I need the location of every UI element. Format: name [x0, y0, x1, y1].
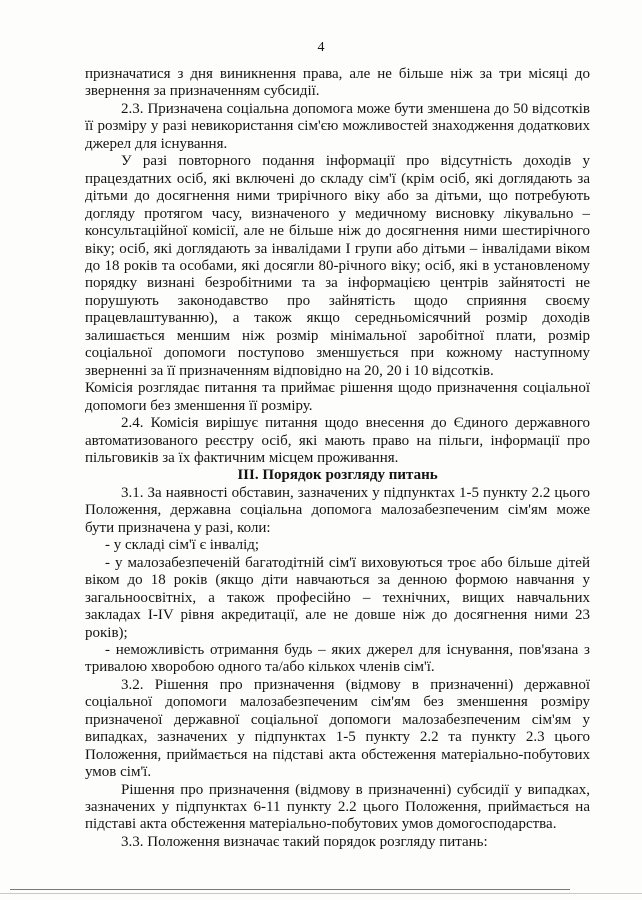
- paragraph-3-3: 3.3. Положення визначає такий порядок розгляду питань:: [121, 833, 488, 850]
- paragraph-2-4: 2.4. Комісія вирішує питання щодо внесення до Єдиного державного автоматизованого реєстру осіб, які мають право на пільги, інформації про пільговиків за їх фактичним місцем проживання.: [85, 415, 590, 466]
- paragraph-2-3: 2.3. Призначена соціальна допомога може бути зменшена до 50 відсотків її розміру у разі невикористання сім'єю можливостей знаходження додаткових джерел для існування.: [85, 100, 590, 152]
- section-heading-iii: ІІІ. Порядок розгляду питань: [237, 467, 438, 484]
- list-item-illness: - неможливість отримання будь – яких джерел для існування, пов'язана з тривалою хворобою одного та/або кількох членів сім'ї.: [85, 641, 590, 676]
- paragraph-subsidy-decision: Рішення про призначення (відмову в призначенні) субсидії у випадках, зазначених у підпунктах 6-11 пункту 2.2 цього Положення, приймається на підставі акта обстеження матеріально-побутових умов домогосподарства.: [85, 781, 590, 833]
- paragraph-continuation: призначатися з дня виникнення права, але не більше ніж за три місяці до звернення за призначенням субсидії.: [85, 66, 590, 100]
- bottom-edge-line-secondary: [0, 893, 642, 894]
- document-body: [85, 66, 590, 851]
- paragraph-repeated-info: У разі повторного подання інформації про відсутність доходів у працездатних осіб, які включені до складу сім'ї (крім осіб, які доглядають за дітьми до досягнення ними трирічного віку або за дітьми, що потребують догляду протягом часу, визначеного у медичному висновку лікувально – консультаційної комісії, але не більше ніж до досягнення ними шестирічного віку; осіб, які доглядають за інвалідами І групи або дітьми – інвалідами віком до 18 років та особами, які досягли 80-річного віку; осіб, які в установленому порядку визнані безробітними та за інформацією центрів зайнятості не порушують законодавство про зайнятість щодо сприяння своєму працевлаштуванню), а також якщо середньомісячний розмір доходів залишається меншим ніж розмір мінімальної заробітної плати, розмір соціальної допомоги поступово зменшується при кожному наступному зверненні за її призначенням відповідно на 20, 20 і 10 відсотків.: [85, 153, 590, 379]
- paragraph-commission-decision: Комісія розглядає питання та приймає рішення щодо призначення соціальної допомоги без зменшення її розміру.: [85, 380, 590, 414]
- page-number: 4: [317, 40, 325, 55]
- list-item-disabled: - у складі сім'ї є інвалід;: [105, 537, 260, 554]
- list-item-large-family: - у малозабезпеченій багатодітній сім'ї виховуються троє або більше дітей віком до 18 років (якщо діти навчаються за денною формою навчання у загальноосвітніх, а також професійно – технічних, вищих навчальних закладах І-ІV рівня акредитації, але не довше ніж до досягнення ними 23 років);: [85, 554, 590, 641]
- bottom-edge-line: [10, 889, 570, 890]
- paragraph-3-2: 3.2. Рішення про призначення (відмову в призначенні) державної соціальної допомоги малозабезпеченим сім'ям без зменшення розміру призначеної державної соціальної допомоги малозабезпеченим сім'ям у випадках, зазначених у підпунктах 1-5 пункту 2.2 та пункту 2.3 цього Положення, приймається на підставі акта обстеження матеріально-побутових умов сім'ї.: [85, 676, 590, 781]
- paragraph-3-1: 3.1. За наявності обставин, зазначених у підпунктах 1-5 пункту 2.2 цього Положення, державна соціальна допомога малозабезпеченим сім'ям може бути призначена у разі, коли:: [85, 484, 590, 536]
